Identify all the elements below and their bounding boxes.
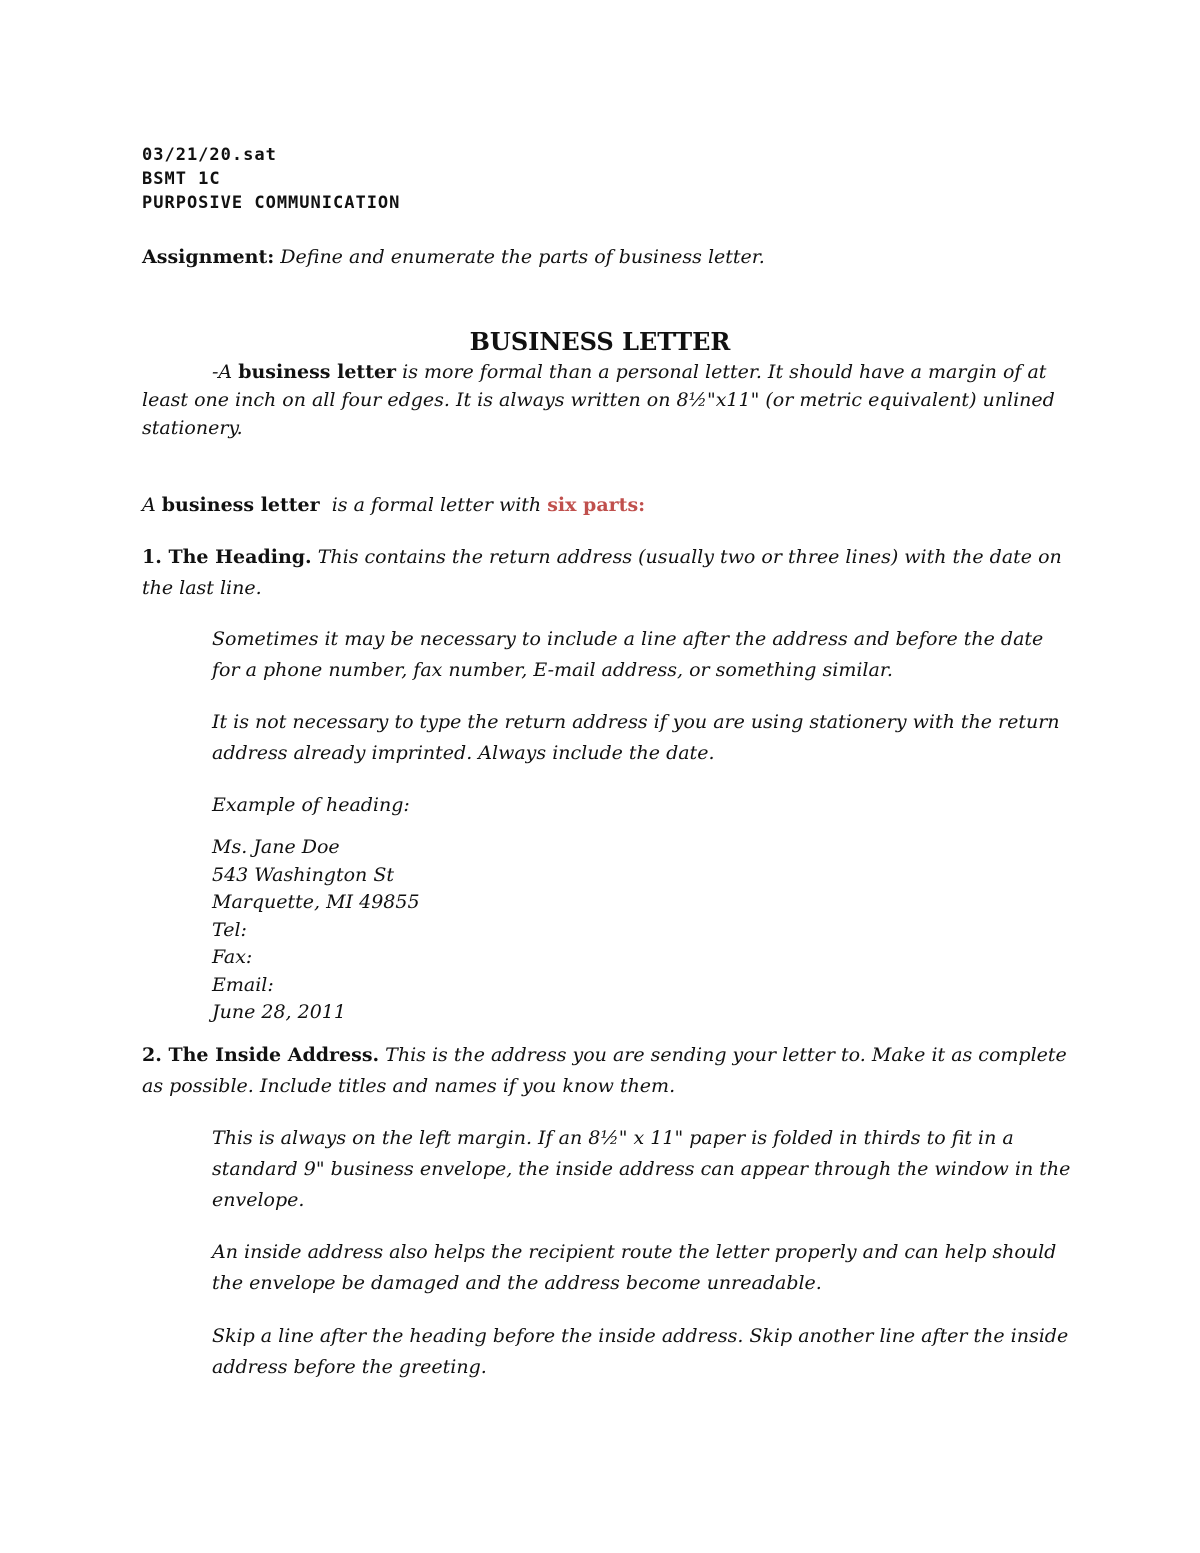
example-line: Tel: — [212, 918, 247, 941]
example-address — [212, 834, 420, 1027]
header-block — [142, 143, 400, 215]
intro-paragraph — [142, 358, 1072, 442]
assignment-text: Define and enumerate the parts of business letter. — [274, 246, 765, 268]
example-line: Marquette, MI 49855 — [212, 891, 420, 913]
example-line: Ms. Jane Doe — [212, 836, 340, 858]
example-line: Email: — [212, 973, 274, 996]
part1-paragraph-1: Sometimes it may be necessary to include a line after the address and before the date for a phone number, fax number, E-mail address, or something similar. — [212, 628, 1044, 681]
assignment-line — [142, 242, 765, 272]
part2-paragraph-2: An inside address also helps the recipient route the letter properly and can help should the envelope be damaged and the address become unreadable. — [212, 1241, 1057, 1294]
part2-heading — [142, 1040, 1072, 1102]
example-line: June 28, 2011 — [212, 1001, 346, 1023]
section-line: BSMT 1C — [142, 169, 221, 189]
example-line: Fax: — [212, 946, 253, 968]
lead-accent: six parts: — [547, 494, 646, 516]
intro-prefix: -A — [212, 361, 239, 383]
part1-title: 1. The Heading. — [142, 546, 312, 568]
assignment-label: Assignment: — [142, 246, 275, 268]
part1-paragraph-2: It is not necessary to type the return address if you are using stationery with the return address already imprinted. Always include the date. — [212, 711, 1060, 764]
date-line: 03/21/20.sat — [142, 145, 277, 165]
part2-text: This is the address you are sending your letter to. Make it as complete as possible. Include titles and names if you know them. — [142, 1044, 1067, 1097]
lead-prefix: A — [142, 494, 162, 516]
part2-title: 2. The Inside Address. — [142, 1044, 380, 1066]
part2-paragraph-3: Skip a line after the heading before the inside address. Skip another line after the inside address before the greeting. — [212, 1325, 1069, 1378]
lead-middle: is a formal letter with — [319, 494, 548, 516]
course-line: PURPOSIVE COMMUNICATION — [142, 193, 401, 213]
intro-term: business letter — [238, 361, 397, 383]
example-line: 543 Washington St — [212, 863, 394, 886]
intro-text: is more formal than a personal letter. It should have a margin of at least one inch on all four edges. It is always written on 8½"x11" (or metric equivalent) unlined stationery. — [142, 361, 1055, 439]
page-title: BUSINESS LETTER — [469, 327, 731, 356]
part2-paragraph-1: This is always on the left margin. If an 8½" x 11" paper is folded in thirds to fit in a standard 9" business envelope, the inside address can appear through the window in the envelope. — [212, 1127, 1071, 1211]
lead-sentence — [142, 490, 645, 520]
lead-term: business letter — [161, 494, 320, 516]
part1-heading — [142, 542, 1072, 604]
part1-text: This contains the return address (usually two or three lines) with the date on the last line. — [142, 546, 1062, 599]
part1-example-label: Example of heading: — [212, 794, 410, 816]
